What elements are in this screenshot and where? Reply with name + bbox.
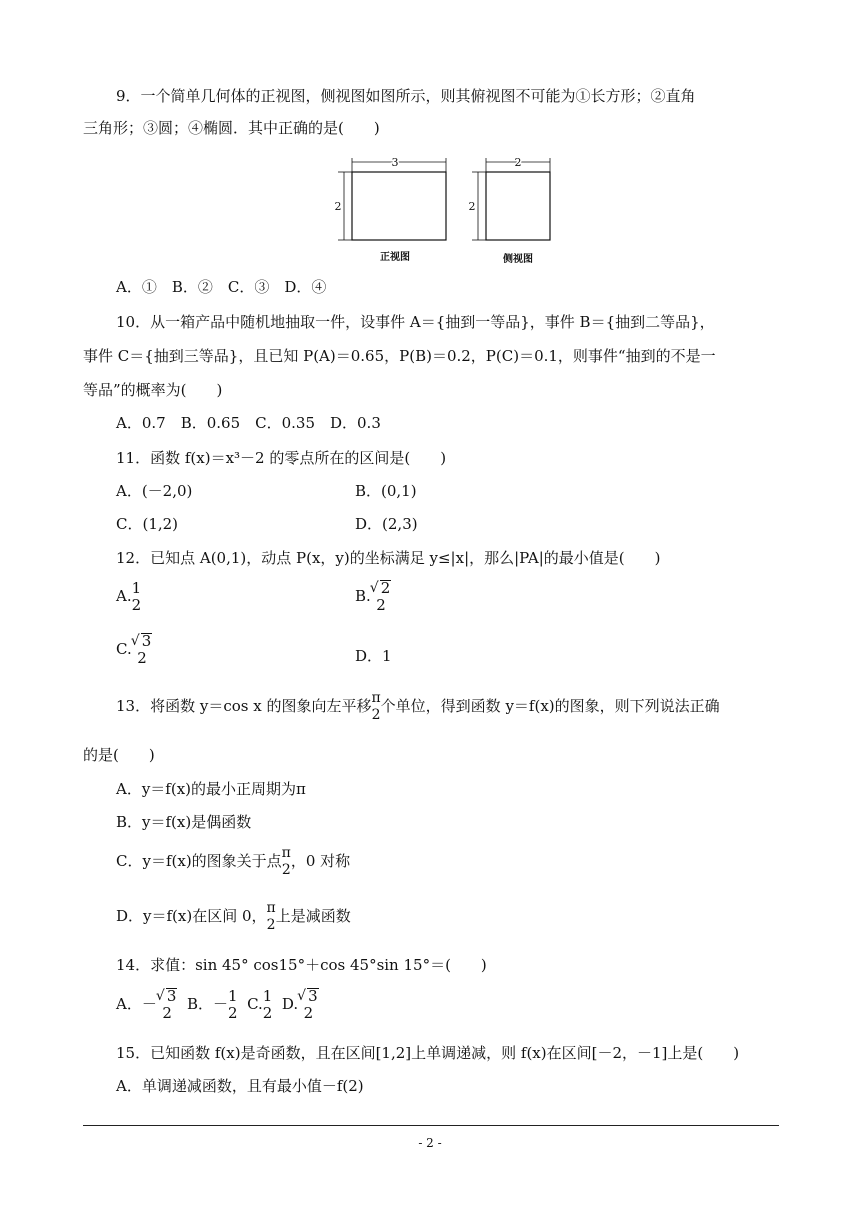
- q11-option-d: D．(2,3): [355, 515, 418, 533]
- q13-option-d: D．y＝f(x)在区间 0， π 2 上是减函数: [116, 900, 351, 933]
- side-view-caption: 侧视图: [503, 254, 533, 265]
- q12-option-a: A. 1 2: [116, 579, 142, 614]
- front-view-caption: 正视图: [380, 252, 410, 263]
- q12-option-b: B. √ 2 2: [355, 580, 391, 614]
- q11-option-b: B．(0,1): [355, 482, 417, 500]
- front-view-rect: [352, 172, 446, 240]
- q12-stem: 12．已知点 A(0,1)，动点 P(x，y)的坐标满足 y≤|x|，那么|PA|的最小值是( ): [116, 549, 661, 567]
- q10-line3: 等品”的概率为( ): [83, 381, 223, 399]
- q9-line1: 9．一个简单几何体的正视图，侧视图如图所示，则其俯视图不可能为①长方形；②直角: [116, 87, 696, 105]
- q14-options: A．－ √ 3 2 B．－ 1 2 C. 1 2 D. √ 3 2: [116, 988, 319, 1022]
- q15-option-a: A．单调递减函数，且有最小值－f(2): [116, 1077, 364, 1095]
- q10-line2: 事件 C＝{抽到三等品}，且已知 P(A)＝0.65，P(B)＝0.2，P(C)＝0.1，则事件“抽到的不是一: [83, 347, 716, 365]
- q10-line1: 10．从一箱产品中随机地抽取一件，设事件 A＝{抽到一等品}，事件 B＝{抽到二等品}，: [116, 313, 715, 331]
- q12-option-d: D．1: [355, 647, 392, 665]
- q13-option-a: A．y＝f(x)的最小正周期为π: [116, 780, 306, 798]
- q9-line2: 三角形；③圆；④椭圆．其中正确的是( ): [83, 119, 380, 137]
- q12-option-c: C. √ 3 2: [116, 633, 152, 667]
- q11-option-c: C．(1,2): [116, 515, 179, 533]
- q13-line1: 13．将函数 y＝cos x 的图象向左平移 π 2 个单位，得到函数 y＝f(x)的图象，则下列说法正确: [116, 690, 720, 723]
- page-number: - 2 -: [418, 1136, 442, 1150]
- q13-line2: 的是( ): [83, 746, 155, 764]
- q15-stem: 15．已知函数 f(x)是奇函数，且在区间[1,2]上单调递减，则 f(x)在区间[－2，－1]上是( ): [116, 1044, 740, 1062]
- q11-option-a: A．(－2,0): [116, 482, 193, 500]
- side-width-label: 2: [514, 156, 522, 169]
- front-width-label: 3: [391, 156, 399, 169]
- q13-option-c: C．y＝f(x)的图象关于点 π 2 ，0 对称: [116, 845, 351, 878]
- front-height-label: 2: [334, 200, 342, 213]
- q13-option-b: B．y＝f(x)是偶函数: [116, 813, 252, 831]
- q9-options: A．① B．② C．③ D．④: [116, 278, 327, 296]
- q14-stem: 14．求值：sin 45° cos15°＋cos 45°sin 15°＝( ): [116, 956, 487, 974]
- q11-stem: 11．函数 f(x)＝x³－2 的零点所在的区间是( ): [116, 449, 447, 467]
- side-view-rect: [486, 172, 550, 240]
- footer-divider: [83, 1125, 779, 1126]
- q10-options: A．0.7 B．0.65 C．0.35 D．0.3: [116, 414, 381, 432]
- side-height-label: 2: [468, 200, 476, 213]
- three-view-figure: [326, 152, 566, 272]
